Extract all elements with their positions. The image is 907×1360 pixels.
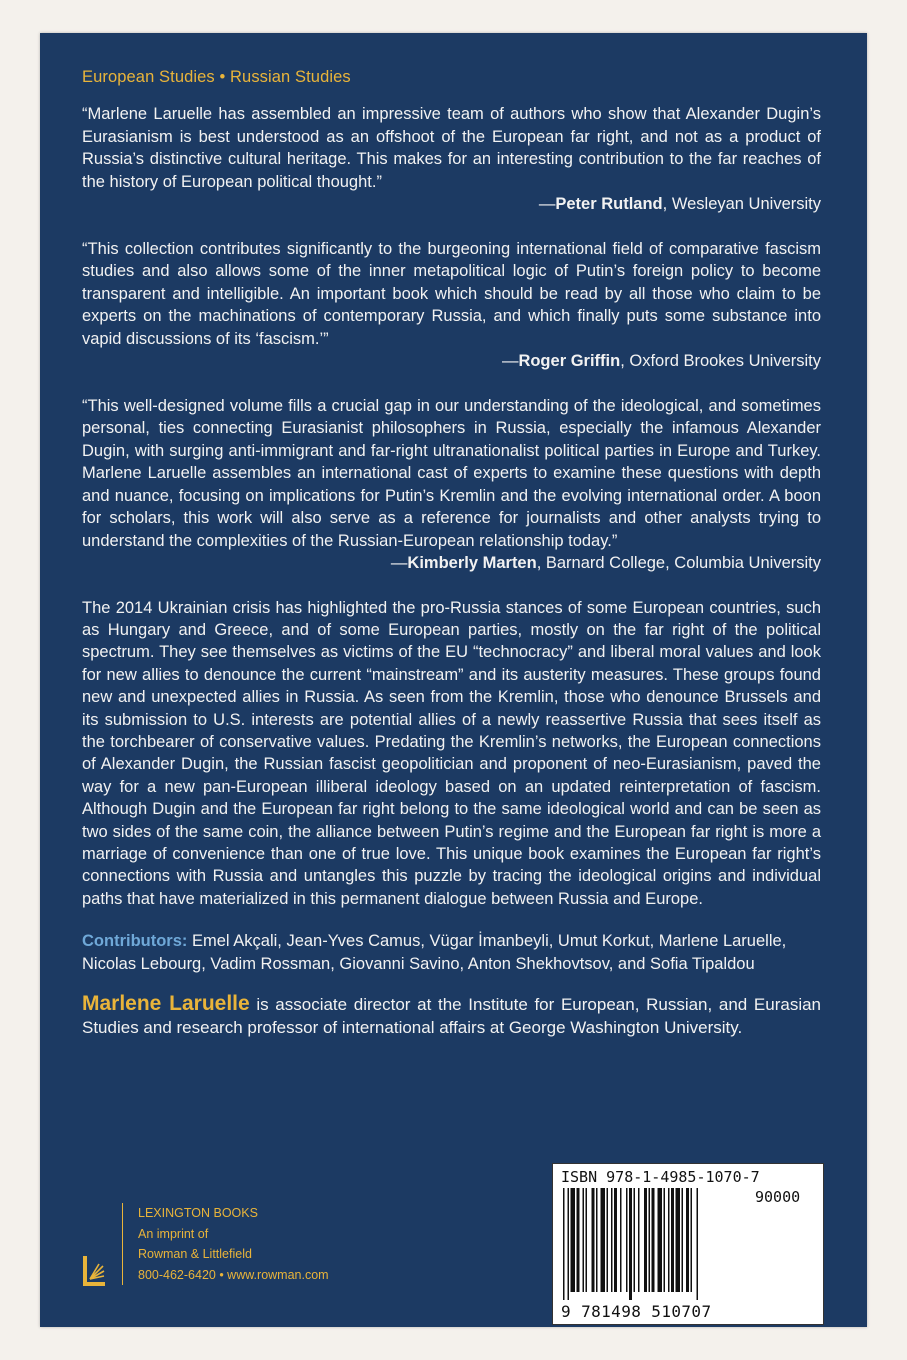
subject-category: European Studies • Russian Studies bbox=[82, 68, 351, 86]
contributors-label: Contributors: bbox=[82, 932, 188, 951]
author-bio-text: is associate director at the Institute for European, Russian, and Eurasian Studies and research professor of international affairs at George Washington University. bbox=[82, 995, 822, 1037]
endorsement-text: “This collection contributes significantly to the burgeoning international field of comparative fascism studies and also allows some of the inner metapolitical logic of Putin’s foreign policy to become transparent and intelligible. An important book which should be read by all those who claim to be experts on the machinations of contemporary Russia, and which finally puts some substance into vapid discussions of its ‘fascism.’” bbox=[82, 239, 821, 348]
isbn-barcode bbox=[552, 1163, 824, 1325]
endorsement-attribution: —Peter Rutland, Wesleyan University bbox=[538, 195, 821, 213]
endorser-name: Kimberly Marten bbox=[407, 554, 537, 572]
lexington-logo-icon bbox=[82, 1255, 106, 1289]
endorser-affiliation: , Oxford Brookes University bbox=[620, 352, 821, 370]
endorsement-text: “This well-designed volume fills a crucial gap in our understanding of the ideological, and sometimes personal, ties connecting Eurasianist philosophers in Russia, especially the infamous Alexander Dugin, with surging anti-immigrant and far-right ultranationalist political parties in Europe and Turkey. Marlene Laruelle assembles an international cast of experts to examine these questions with depth and nuance, focusing on implications for Putin’s Kremlin and the evolving international order. A boon for scholars, this work will also serve as a reference for journalists and other analysts trying to understand the complexities of the Russian-European relationship today.” bbox=[82, 396, 821, 550]
endorser-name: Peter Rutland bbox=[555, 195, 663, 213]
author-bio bbox=[82, 993, 821, 1039]
author-name: Marlene Laruelle bbox=[82, 992, 250, 1015]
endorser-affiliation: , Barnard College, Columbia University bbox=[536, 554, 821, 572]
endorsement-3 bbox=[82, 395, 821, 575]
endorsement-attribution: —Kimberly Marten, Barnard College, Columbia University bbox=[390, 554, 821, 572]
endorser-affiliation: , Wesleyan University bbox=[662, 195, 821, 213]
endorsement-2 bbox=[82, 238, 821, 373]
endorsement-1 bbox=[82, 103, 821, 216]
contributors bbox=[82, 930, 821, 975]
endorser-name: Roger Griffin bbox=[518, 352, 621, 370]
back-cover bbox=[40, 33, 867, 1327]
barcode-bars bbox=[561, 1188, 751, 1300]
publisher-info bbox=[122, 1203, 358, 1285]
publisher-imprint: An imprint of bbox=[138, 1226, 209, 1241]
endorsement-attribution: —Roger Griffin, Oxford Brookes University bbox=[501, 352, 821, 370]
cover-content bbox=[82, 68, 821, 1039]
price-code: 90000 bbox=[755, 1188, 801, 1206]
isbn-label: ISBN 978-1-4985-1070-7 bbox=[561, 1168, 760, 1186]
publisher-name: LEXINGTON BOOKS bbox=[138, 1206, 258, 1220]
endorsement-text: “Marlene Laruelle has assembled an impressive team of authors who show that Alexander Dugin’s Eurasianism is best understood as an offshoot of the European far right, and not as a product of Russia’s distinctive cultural heritage. This makes for an interesting contribution to the far reaches of the history of European political thought.” bbox=[82, 105, 821, 191]
contributors-names: Emel Akçali, Jean-Yves Camus, Vügar İmanbeyli, Umut Korkut, Marlene Laruelle, Nicolas Lebourg, Vadim Rossman, Giovanni Savino, Anton Shekhovtsov, and Sofia Tipaldou bbox=[82, 932, 787, 973]
ean-digits: 9 781498 510707 bbox=[561, 1302, 712, 1321]
book-description: The 2014 Ukrainian crisis has highlighted the pro-Russia stances of some European countries, such as Hungary and Greece, and of some European parties, mostly on the far right of the political spectrum. They see themselves as victims of the EU “technocracy” and liberal moral values and look for new allies to denounce the current “mainstream” and its austerity measures. These groups found new and unexpected allies in Russia. As seen from the Kremlin, those who denounce Brussels and its submission to U.S. interests are potential allies of a newly reassertive Russia that sees itself as the torchbearer of conservative values. Predating the Kremlin’s networks, the European connections of Alexander Dugin, the Russian fascist geopolitician and proponent of neo-Eurasianism, paved the way for a new pan-European illiberal ideology based on an updated reinterpretation of fascism. Although Dugin and the European far right belong to the same ideological world and can be seen as two sides of the same coin, the alliance between Putin’s regime and the European far right is more a marriage of convenience than one of true love. This unique book examines the European far right’s connections with Russia and untangles this puzzle by tracing the ideological origins and individual paths that have materialized in this permanent dialogue between Russia and Europe. bbox=[82, 598, 821, 908]
publisher-contact: 800-462-6420 • www.rowman.com bbox=[138, 1267, 329, 1282]
publisher-parent: Rowman & Littlefield bbox=[138, 1247, 252, 1261]
